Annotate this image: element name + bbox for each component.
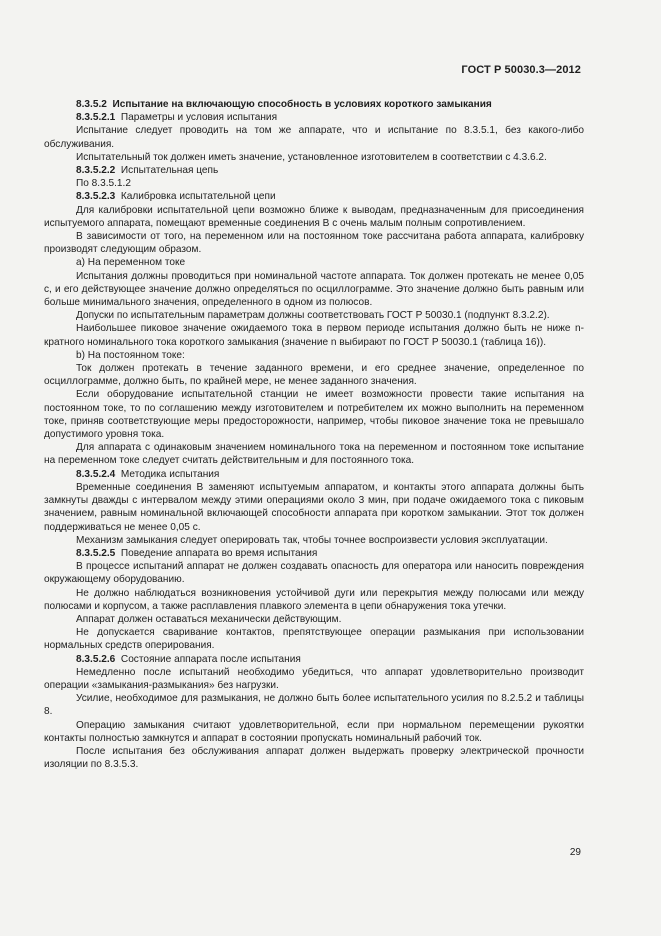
document-body xyxy=(44,98,584,771)
paragraph: Не должно наблюдаться возникновения устойчивой дуги или перекрытия между полюсами или между полюсами и корпусом, а также расплавления плавкого элемента в цепи обнаружения тока утечки. xyxy=(44,587,584,612)
paragraph: Наибольшее пиковое значение ожидаемого тока в первом периоде испытания должно быть не ниже n-кратного номинального тока короткого замыкания (значение n выбирают по ГОСТ Р 50030.1 (таблица 16)). xyxy=(44,323,584,348)
paragraph: По 8.3.5.1.2 xyxy=(76,178,131,190)
paragraph: Для калибровки испытательной цепи возможно ближе к выводам, предназначенным для присоединения испытуемого аппарата, помещают временные соединения В с очень малым полным сопротивлением. xyxy=(44,204,584,229)
paragraph: Механизм замыкания следует оперировать так, чтобы точнее воспроизвести условия эксплуатации. xyxy=(76,534,548,546)
section-title: Состояние аппарата после испытания xyxy=(120,653,301,665)
paragraph: Аппарат должен оставаться механически действующим. xyxy=(76,613,342,625)
paragraph: Для аппарата с одинаковым значением номинального тока на переменном и постоянном токе испытание на переменном токе следует считать действительным и для постоянного тока. xyxy=(44,442,584,467)
section-heading xyxy=(44,190,584,203)
paragraph: Не допускается сваривание контактов, препятствующее операции размыкания при использовании нормальных средств оперирования. xyxy=(44,627,584,652)
section-number: 8.3.5.2.6 xyxy=(76,653,116,665)
section-title: Методика испытания xyxy=(120,468,220,480)
section-heading xyxy=(44,98,584,111)
paragraph: Усилие, необходимое для размыкания, не должно быть более испытательного усилия по 8.2.5.2 и таблицы 8. xyxy=(44,693,584,718)
section-title: Испытательная цепь xyxy=(120,165,219,177)
section-number: 8.3.5.2.2 xyxy=(76,165,116,177)
paragraph: Допуски по испытательным параметрам должны соответствовать ГОСТ Р 50030.1 (подпункт 8.3.2.2). xyxy=(76,310,550,322)
section-heading xyxy=(44,468,584,481)
paragraph: b) На постоянном токе: xyxy=(76,349,185,361)
section-heading xyxy=(44,547,584,560)
section-title: Поведение аппарата во время испытания xyxy=(120,547,318,559)
section-number: 8.3.5.2.3 xyxy=(76,191,116,203)
paragraph: Если оборудование испытательной станции не имеет возможности провести такие испытания на постоянном токе, то по соглашению между изготовителем и потребителем их можно выполнить на переменном токе, приняв соответствующие меры предосторожности, например, чтобы пиковое значение тока не превышало допустимого уровня тока. xyxy=(44,389,584,441)
section-heading xyxy=(44,164,584,177)
paragraph: Испытательный ток должен иметь значение, установленное изготовителем в соответствии с 4.3.6.2. xyxy=(76,151,547,163)
paragraph: Ток должен протекать в течение заданного времени, и его среднее значение, определенное по осциллограмме, должно быть, по крайней мере, не менее заданного значения. xyxy=(44,363,584,388)
paragraph: Временные соединения В заменяют испытуемым аппаратом, и контакты этого аппарата должны быть замкнуты дважды с интервалом между этими операциями около 3 мин, при подаче ожидаемого тока с пиковым значением, равным номинальной включающей способности аппарата при коротком замыкании. Этот ток должен поддерживаться не менее 0,05 с. xyxy=(44,481,584,533)
section-title: Испытание на включающую способность в условиях короткого замыкания xyxy=(112,99,492,110)
section-title: Параметры и условия испытания xyxy=(120,112,278,124)
section-title: Калибровка испытательной цепи xyxy=(120,191,276,203)
paragraph: Испытания должны проводиться при номинальной частоте аппарата. Ток должен протекать не менее 0,05 с, и его действующее значение должно определяться по осциллограмме. Это значение должно быть равным или больше минимального значения, определенного в одном из полюсов. xyxy=(44,270,584,309)
section-number: 8.3.5.2.5 xyxy=(76,547,116,559)
section-heading xyxy=(44,111,584,124)
section-number: 8.3.5.2.4 xyxy=(76,468,116,480)
document-code: ГОСТ Р 50030.3—2012 xyxy=(461,64,581,76)
section-heading xyxy=(44,653,584,666)
paragraph: В зависимости от того, на переменном или на постоянном токе рассчитана работа аппарата, калибровку производят следующим образом. xyxy=(44,231,584,256)
paragraph: Немедленно после испытаний необходимо убедиться, что аппарат удовлетворительно производит операции «замыкания-размыкания» без нагрузки. xyxy=(44,666,584,691)
paragraph: а) На переменном токе xyxy=(76,257,186,269)
paragraph: В процессе испытаний аппарат не должен создавать опасность для оператора или наносить повреждения окружающему оборудованию. xyxy=(44,561,584,586)
section-number: 8.3.5.2.1 xyxy=(76,112,116,124)
paragraph: Операцию замыкания считают удовлетворительной, если при нормальном перемещении рукоятки контакты полностью замкнутся и аппарат в состоянии пропускать номинальный рабочий ток. xyxy=(44,719,584,744)
paragraph: После испытания без обслуживания аппарат должен выдержать проверку электрической прочности изоляции по 8.3.5.3. xyxy=(44,745,584,771)
paragraph: Испытание следует проводить на том же аппарате, что и испытание по 8.3.5.1, без какого-либо обслуживания. xyxy=(44,125,584,150)
section-number: 8.3.5.2 xyxy=(76,99,107,110)
page-number: 29 xyxy=(569,847,581,858)
